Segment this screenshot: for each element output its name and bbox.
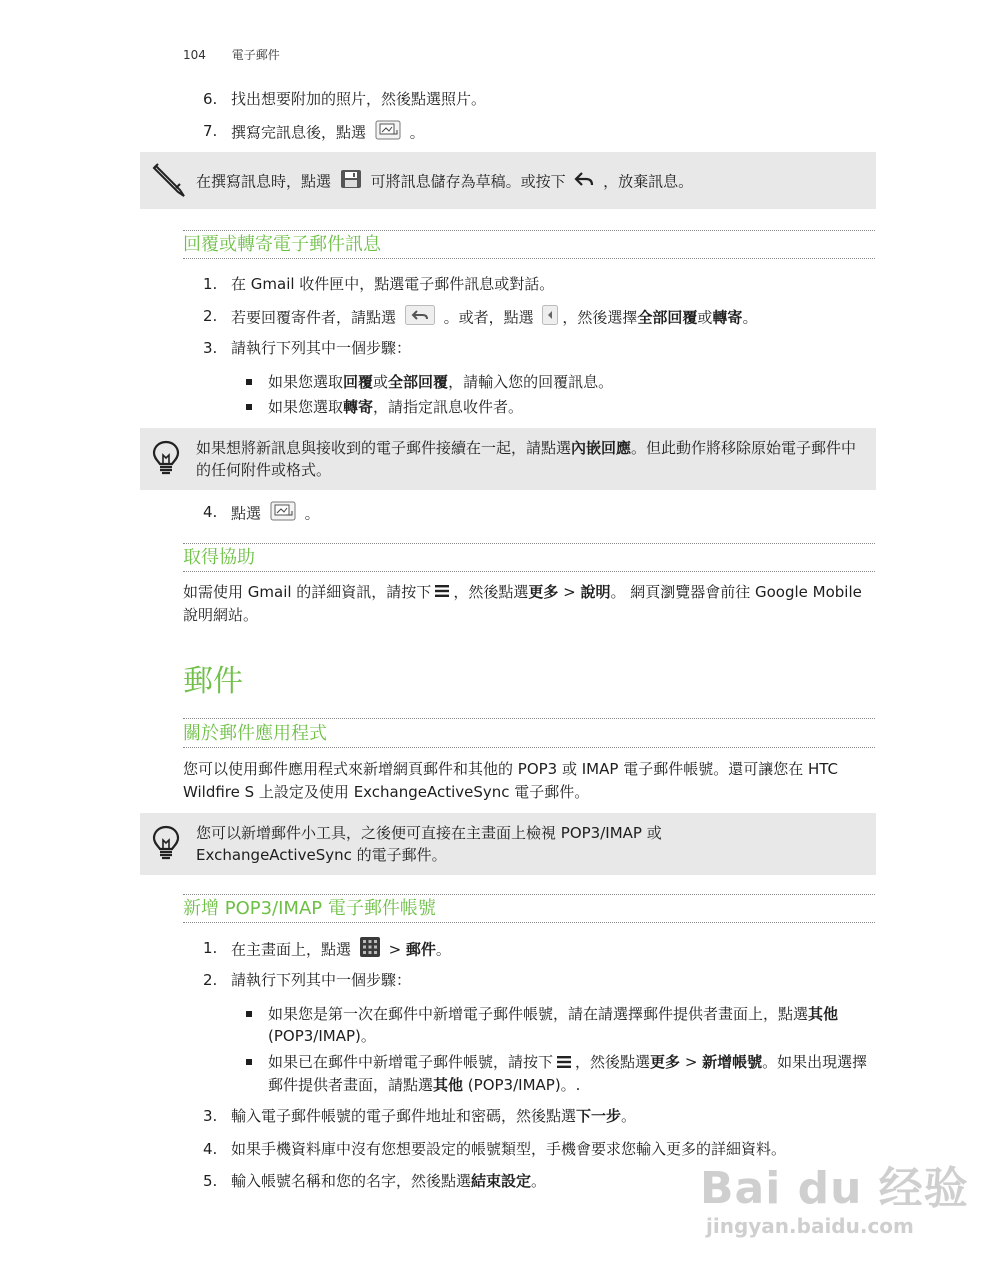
section-rule-bottom <box>183 258 875 259</box>
send-icon <box>270 501 296 527</box>
send-icon <box>375 120 401 146</box>
reply-section-heading: 回覆或轉寄電子郵件訊息 <box>183 234 381 255</box>
about-section-heading: 關於郵件應用程式 <box>183 723 327 744</box>
add-section-heading: 新增 POP3/IMAP 電子郵件帳號 <box>183 898 436 919</box>
running-header <box>183 46 280 63</box>
add-rule-top <box>183 894 875 895</box>
chapter-title: 電子郵件 <box>231 48 280 62</box>
note-draft: 在撰寫訊息時，點選 可將訊息儲存為草稿。或按下 ，放棄訊息。 <box>140 152 876 209</box>
help-paragraph: 如需使用 Gmail 的詳細資訊，請按下 ，然後點選更多 > 說明。 網頁瀏覽器會前往 Google Mobile 說明網站。 <box>183 583 862 624</box>
help-section-heading: 取得協助 <box>183 547 255 568</box>
add-rule-bottom <box>183 922 875 923</box>
menu-icon <box>557 1052 571 1074</box>
save-draft-icon <box>340 169 362 195</box>
menu-icon <box>435 581 449 604</box>
baidu-watermark-url: jingyan.baidu.com <box>706 1214 914 1238</box>
lightbulb-icon <box>152 440 180 480</box>
all-apps-icon <box>360 937 380 963</box>
about-rule-top <box>183 718 875 719</box>
pencil-icon <box>150 160 190 204</box>
back-arrow-icon <box>574 171 594 193</box>
more-reply-options-icon <box>542 305 558 331</box>
about-rule-bottom <box>183 747 875 748</box>
mail-chapter-title: 郵件 <box>183 664 243 699</box>
baidu-watermark-logo: Bai du 经验 <box>700 1163 969 1214</box>
help-rule-bottom <box>183 571 875 572</box>
lightbulb-icon <box>152 825 180 865</box>
tip-mail-widget: 您可以新增郵件小工具，之後便可直接在主畫面上檢視 POP3/IMAP 或 ExchangeActiveSync 的電子郵件。 <box>140 813 876 875</box>
about-paragraph: 您可以使用郵件應用程式來新增網頁郵件和其他的 POP3 或 IMAP 電子郵件帳號。還可讓您在 HTC Wildfire S 上設定及使用 ExchangeActiveSync 電子郵件。 <box>183 760 838 801</box>
help-rule-top <box>183 543 875 544</box>
page-number: 104 <box>183 48 206 62</box>
tip-inline-reply: 如果想將新訊息與接收到的電子郵件接續在一起，請點選內嵌回應。但此動作將移除原始電子郵件中的任何附件或格式。 <box>140 428 876 490</box>
section-rule-top <box>183 230 875 231</box>
reply-icon <box>405 305 435 331</box>
